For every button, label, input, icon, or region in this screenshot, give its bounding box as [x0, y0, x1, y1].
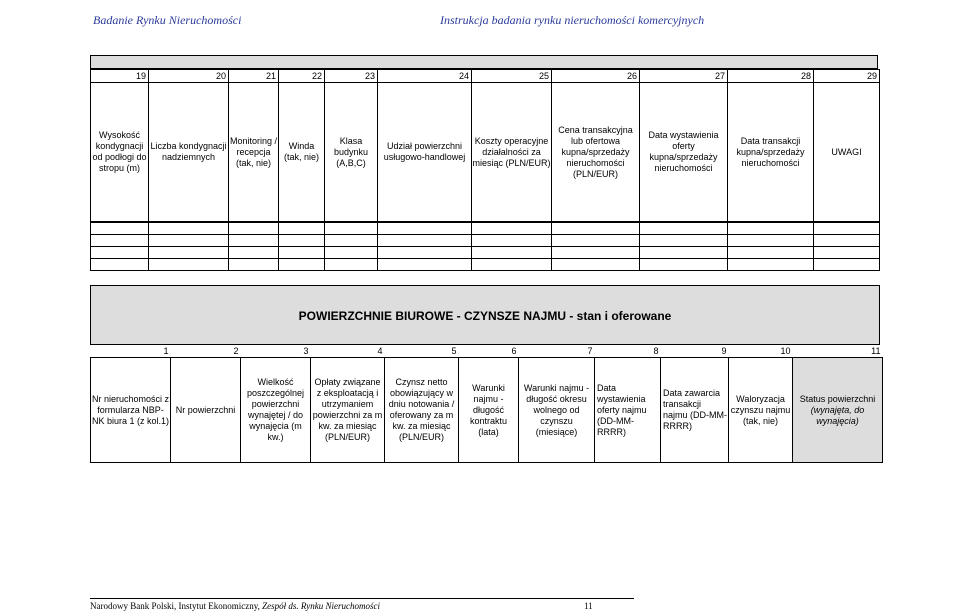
- col-number: 21: [229, 70, 279, 83]
- col-number: 20: [149, 70, 229, 83]
- table-cell[interactable]: [472, 222, 552, 235]
- page-number: 11: [584, 601, 593, 611]
- footer-institution: Narodowy Bank Polski, Instytut Ekonomiczny,: [90, 601, 260, 611]
- col-number: 5: [451, 345, 457, 356]
- col-number: 29: [814, 70, 880, 83]
- table-cell[interactable]: [149, 235, 229, 247]
- col-number: 3: [303, 345, 309, 356]
- column-header: Monitoring / recepcja (tak, nie): [229, 83, 279, 223]
- column-header: Klasa budynku (A,B,C): [325, 83, 378, 223]
- col-number: 28: [728, 70, 814, 83]
- table-cell[interactable]: [640, 222, 728, 235]
- status-note: (wynajęta, do wynajęcia): [810, 404, 865, 426]
- column-header: Cena transakcyjna lub ofertowa kupna/sprzedaży nieruchomości (PLN/EUR): [552, 83, 640, 223]
- table-cell[interactable]: [728, 235, 814, 247]
- status-label: Status powierzchni: [799, 393, 876, 404]
- col-number: 2: [233, 345, 239, 356]
- table-cell[interactable]: [814, 235, 880, 247]
- footer-text: [90, 601, 380, 611]
- table-cell[interactable]: [728, 222, 814, 235]
- table-row: [91, 259, 880, 271]
- table-cell[interactable]: [149, 259, 229, 271]
- column-header: Nr nieruchomości z formularza NBP-NK biura 1 (z kol.1): [91, 358, 171, 463]
- table-cell[interactable]: [91, 259, 149, 271]
- column-header: Winda (tak, nie): [279, 83, 325, 223]
- table-cell[interactable]: [279, 259, 325, 271]
- table-cell[interactable]: [279, 247, 325, 259]
- footer-divider: [90, 598, 634, 599]
- column-header: Data transakcji kupna/sprzedaży nieruchomości: [728, 83, 814, 223]
- column-header: Warunki najmu - długość kontraktu (lata): [459, 358, 519, 463]
- header-left: Badanie Rynku Nieruchomości: [93, 13, 242, 27]
- column-header: Opłaty związane z eksploatacją i utrzymaniem powierzchni za m kw. za miesiąc (PLN/EUR): [311, 358, 385, 463]
- header-right: Instrukcja badania rynku nieruchomości komercyjnych: [440, 13, 705, 27]
- table-cell[interactable]: [814, 259, 880, 271]
- column-header: Udział powierzchni usługowo-handlowej: [378, 83, 472, 223]
- column-header: Data wystawienia oferty najmu (DD-MM-RRRR): [595, 358, 661, 463]
- column-header: Koszty operacyjne działalności za miesiąc (PLN/EUR): [472, 83, 552, 223]
- column-header: UWAGI: [814, 83, 880, 223]
- header-row: [91, 358, 883, 463]
- col-number: 27: [640, 70, 728, 83]
- table-cell[interactable]: [325, 235, 378, 247]
- column-header: Data wystawienia oferty kupna/sprzedaży nieruchomości: [640, 83, 728, 223]
- table-cell[interactable]: [552, 235, 640, 247]
- col-number: 1: [163, 345, 169, 356]
- column-header: Liczba kondygnacji nadziemnych: [149, 83, 229, 223]
- table-cell[interactable]: [91, 235, 149, 247]
- column-header: Czynsz netto obowiązujący w dniu notowania / oferowany za m kw. za miesiąc (PLN/EUR): [385, 358, 459, 463]
- column-header: Wielkość poszczególnej powierzchni wynajętej / do wynajęcia (m kw.): [241, 358, 311, 463]
- status-column-header: [793, 358, 883, 463]
- table-cell[interactable]: [378, 222, 472, 235]
- section-title: POWIERZCHNIE BIUROWE - CZYNSZE NAJMU - stan i oferowane: [90, 285, 880, 345]
- col-number: 24: [378, 70, 472, 83]
- table-cell[interactable]: [378, 247, 472, 259]
- header-row: [91, 83, 880, 223]
- table-cell[interactable]: [814, 247, 880, 259]
- col-number: 23: [325, 70, 378, 83]
- footer-team: Zespół ds. Rynku Nieruchomości: [262, 601, 380, 611]
- table-cell[interactable]: [229, 247, 279, 259]
- column-numbers-row: [91, 345, 883, 358]
- table-cell[interactable]: [229, 222, 279, 235]
- table-cell[interactable]: [229, 259, 279, 271]
- col-number: 25: [472, 70, 552, 83]
- top-grey-band: [90, 55, 878, 69]
- table-cell[interactable]: [728, 259, 814, 271]
- table-cell[interactable]: [91, 247, 149, 259]
- table-cell[interactable]: [814, 222, 880, 235]
- table-cell[interactable]: [640, 259, 728, 271]
- table-cell[interactable]: [279, 222, 325, 235]
- column-header: Warunki najmu - długość okresu wolnego od czynszu (miesiące): [519, 358, 595, 463]
- table-cell[interactable]: [472, 235, 552, 247]
- table-cell[interactable]: [325, 259, 378, 271]
- table-cell[interactable]: [552, 259, 640, 271]
- column-header: Wysokość kondygnacji od podłogi do stropu (m): [91, 83, 149, 223]
- table-cell[interactable]: [552, 222, 640, 235]
- col-number: 4: [377, 345, 383, 356]
- table-cell[interactable]: [149, 222, 229, 235]
- column-header: Waloryzacja czynszu najmu (tak, nie): [729, 358, 793, 463]
- table-cell[interactable]: [325, 247, 378, 259]
- col-number: 9: [721, 345, 727, 356]
- table-row: [91, 235, 880, 247]
- col-number: 10: [780, 345, 791, 356]
- table-cell[interactable]: [472, 259, 552, 271]
- col-number: 7: [587, 345, 593, 356]
- table-cell[interactable]: [325, 222, 378, 235]
- table-cell[interactable]: [378, 259, 472, 271]
- column-header: Data zawarcia transakcji najmu (DD-MM-RRRR): [661, 358, 729, 463]
- table-cell[interactable]: [640, 235, 728, 247]
- table-row: [91, 222, 880, 235]
- table-cell[interactable]: [229, 235, 279, 247]
- table-cell[interactable]: [279, 235, 325, 247]
- table-office-rents: [90, 345, 883, 463]
- col-number: 26: [552, 70, 640, 83]
- table-row: [91, 247, 880, 259]
- col-number: 6: [511, 345, 517, 356]
- table-cell[interactable]: [378, 235, 472, 247]
- col-number: 11: [871, 345, 881, 356]
- column-header: Nr powierzchni: [171, 358, 241, 463]
- table-cell[interactable]: [149, 247, 229, 259]
- table-cell[interactable]: [552, 247, 640, 259]
- col-number: 19: [91, 70, 149, 83]
- table-top: [90, 69, 880, 271]
- table-cell[interactable]: [472, 247, 552, 259]
- table-cell[interactable]: [640, 247, 728, 259]
- table-cell[interactable]: [91, 222, 149, 235]
- table-cell[interactable]: [728, 247, 814, 259]
- col-number: 8: [653, 345, 659, 356]
- column-numbers-row: [91, 70, 880, 83]
- col-number: 22: [279, 70, 325, 83]
